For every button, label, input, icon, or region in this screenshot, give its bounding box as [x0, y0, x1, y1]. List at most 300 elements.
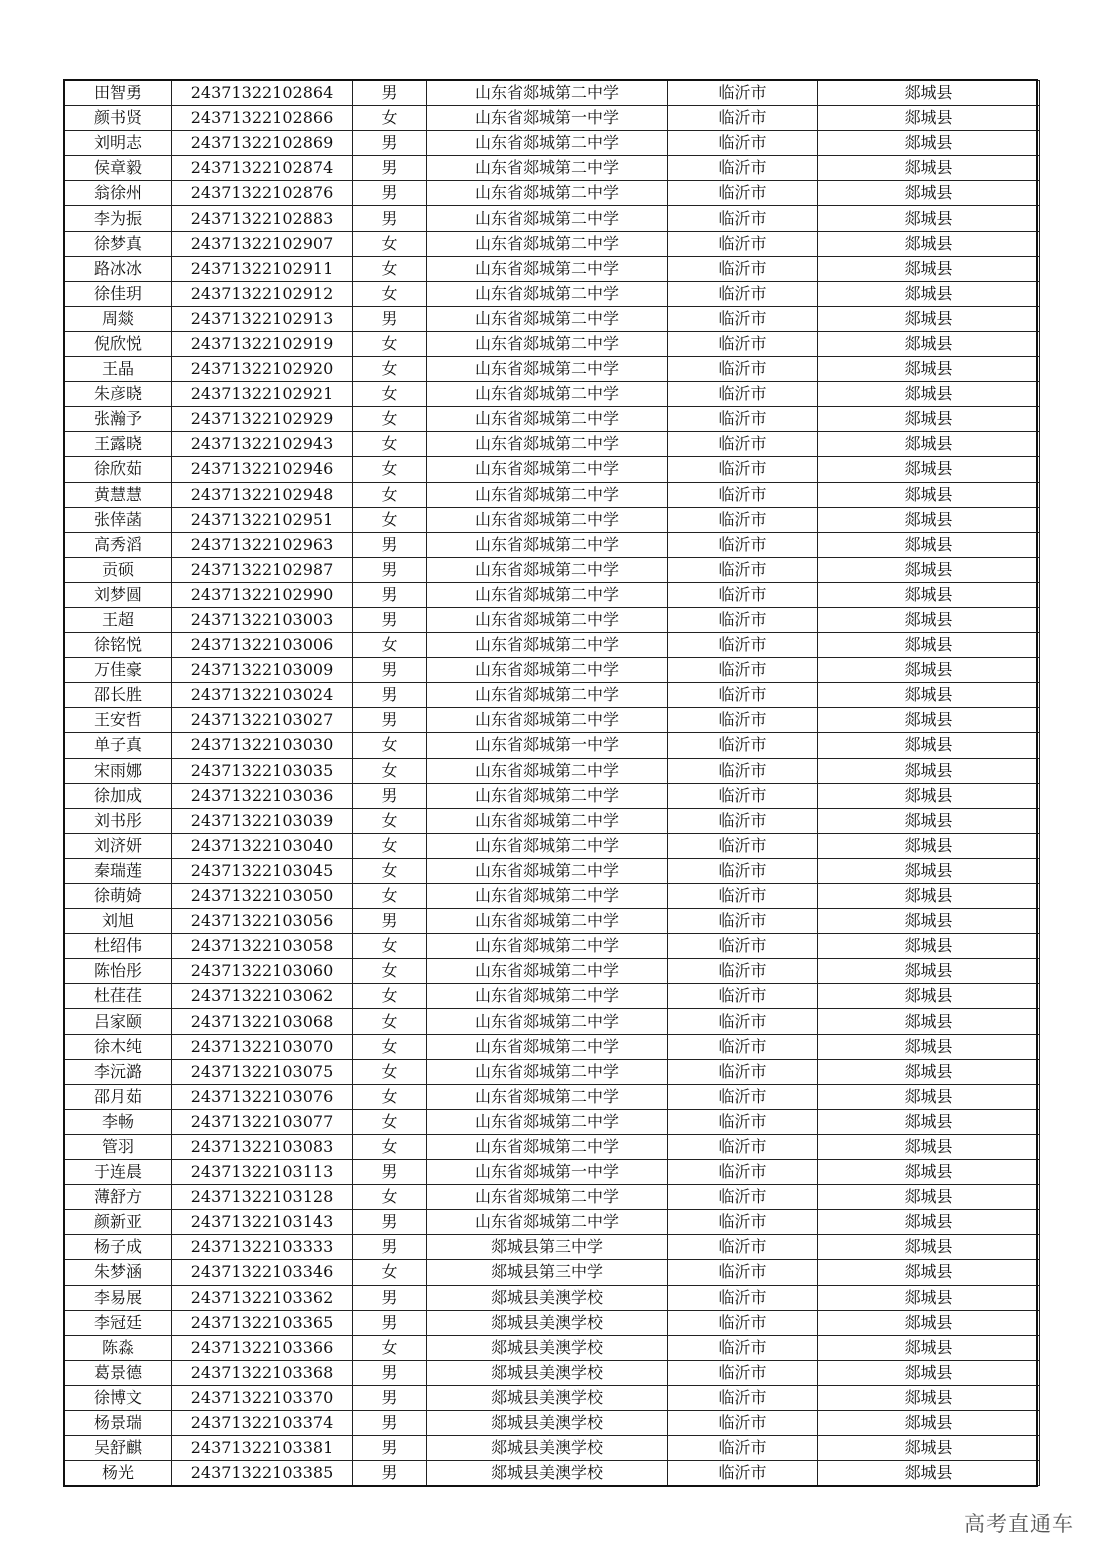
- name-cell: 路冰冰: [65, 256, 172, 281]
- name-cell: 徐铭悦: [65, 633, 172, 658]
- name-cell: 高秀滔: [65, 532, 172, 557]
- county-cell: 郯城县: [818, 1260, 1040, 1285]
- student-roster-table: [64, 80, 1040, 1486]
- name-cell: 李畅: [65, 1109, 172, 1134]
- gender-cell: 女: [353, 1185, 427, 1210]
- county-cell: 郯城县: [818, 833, 1040, 858]
- school-cell: 郯城县美澳学校: [427, 1436, 668, 1461]
- table-row: [65, 683, 1040, 708]
- city-cell: 临沂市: [668, 1160, 818, 1185]
- county-cell: 郯城县: [818, 683, 1040, 708]
- school-cell: 郯城县美澳学校: [427, 1360, 668, 1385]
- table-row: [65, 81, 1040, 106]
- county-cell: 郯城县: [818, 984, 1040, 1009]
- school-cell: 山东省郯城第二中学: [427, 984, 668, 1009]
- table-row: [65, 858, 1040, 883]
- table-row: [65, 1260, 1040, 1285]
- gender-cell: 男: [353, 131, 427, 156]
- county-cell: 郯城县: [818, 1385, 1040, 1410]
- table-row: [65, 1436, 1040, 1461]
- table-row: [65, 1210, 1040, 1235]
- school-cell: 郯城县美澳学校: [427, 1285, 668, 1310]
- gender-cell: 男: [353, 607, 427, 632]
- gender-cell: 男: [353, 1436, 427, 1461]
- city-cell: 临沂市: [668, 1310, 818, 1335]
- city-cell: 临沂市: [668, 1461, 818, 1486]
- exam-id-cell: 24371322102912: [172, 281, 353, 306]
- exam-id-cell: 24371322103030: [172, 733, 353, 758]
- exam-id-cell: 24371322103050: [172, 884, 353, 909]
- table-row: [65, 607, 1040, 632]
- exam-id-cell: 24371322103009: [172, 658, 353, 683]
- school-cell: 山东省郯城第二中学: [427, 156, 668, 181]
- county-cell: 郯城县: [818, 1335, 1040, 1360]
- city-cell: 临沂市: [668, 1385, 818, 1410]
- table-row: [65, 1285, 1040, 1310]
- table-row: [65, 909, 1040, 934]
- city-cell: 临沂市: [668, 1109, 818, 1134]
- gender-cell: 女: [353, 959, 427, 984]
- city-cell: 临沂市: [668, 1285, 818, 1310]
- city-cell: 临沂市: [668, 1185, 818, 1210]
- table-row: [65, 633, 1040, 658]
- school-cell: 山东省郯城第二中学: [427, 1210, 668, 1235]
- school-cell: 郯城县美澳学校: [427, 1335, 668, 1360]
- table-row: [65, 758, 1040, 783]
- city-cell: 临沂市: [668, 909, 818, 934]
- city-cell: 临沂市: [668, 1059, 818, 1084]
- school-cell: 山东省郯城第二中学: [427, 81, 668, 106]
- exam-id-cell: 24371322103058: [172, 934, 353, 959]
- school-cell: 山东省郯城第二中学: [427, 457, 668, 482]
- exam-id-cell: 24371322103385: [172, 1461, 353, 1486]
- table-row: [65, 131, 1040, 156]
- city-cell: 临沂市: [668, 607, 818, 632]
- school-cell: 山东省郯城第二中学: [427, 708, 668, 733]
- exam-id-cell: 24371322103060: [172, 959, 353, 984]
- name-cell: 王露晓: [65, 432, 172, 457]
- city-cell: 临沂市: [668, 432, 818, 457]
- school-cell: 山东省郯城第二中学: [427, 181, 668, 206]
- city-cell: 临沂市: [668, 231, 818, 256]
- name-cell: 杨子成: [65, 1235, 172, 1260]
- school-cell: 山东省郯城第二中学: [427, 633, 668, 658]
- exam-id-cell: 24371322102866: [172, 106, 353, 131]
- city-cell: 临沂市: [668, 131, 818, 156]
- gender-cell: 男: [353, 909, 427, 934]
- name-cell: 葛景德: [65, 1360, 172, 1385]
- exam-id-cell: 24371322103056: [172, 909, 353, 934]
- gender-cell: 男: [353, 1461, 427, 1486]
- school-cell: 山东省郯城第二中学: [427, 1009, 668, 1034]
- exam-id-cell: 24371322102929: [172, 407, 353, 432]
- school-cell: 山东省郯城第一中学: [427, 1160, 668, 1185]
- city-cell: 临沂市: [668, 858, 818, 883]
- city-cell: 临沂市: [668, 1009, 818, 1034]
- county-cell: 郯城县: [818, 1084, 1040, 1109]
- gender-cell: 女: [353, 256, 427, 281]
- exam-id-cell: 24371322103003: [172, 607, 353, 632]
- exam-id-cell: 24371322103083: [172, 1134, 353, 1159]
- exam-id-cell: 24371322103076: [172, 1084, 353, 1109]
- table-row: [65, 1009, 1040, 1034]
- city-cell: 临沂市: [668, 758, 818, 783]
- exam-id-cell: 24371322102874: [172, 156, 353, 181]
- gender-cell: 男: [353, 557, 427, 582]
- name-cell: 杨景瑞: [65, 1410, 172, 1435]
- name-cell: 张倖菡: [65, 507, 172, 532]
- name-cell: 管羽: [65, 1134, 172, 1159]
- school-cell: 山东省郯城第二中学: [427, 482, 668, 507]
- table-row: [65, 532, 1040, 557]
- gender-cell: 女: [353, 1084, 427, 1109]
- school-cell: 山东省郯城第二中学: [427, 808, 668, 833]
- city-cell: 临沂市: [668, 557, 818, 582]
- table-row: [65, 156, 1040, 181]
- exam-id-cell: 24371322103333: [172, 1235, 353, 1260]
- gender-cell: 女: [353, 331, 427, 356]
- table-row: [65, 1235, 1040, 1260]
- exam-id-cell: 24371322103068: [172, 1009, 353, 1034]
- exam-id-cell: 24371322102907: [172, 231, 353, 256]
- city-cell: 临沂市: [668, 783, 818, 808]
- exam-id-cell: 24371322102920: [172, 357, 353, 382]
- exam-id-cell: 24371322103024: [172, 683, 353, 708]
- county-cell: 郯城县: [818, 607, 1040, 632]
- gender-cell: 女: [353, 407, 427, 432]
- county-cell: 郯城县: [818, 131, 1040, 156]
- table-row: [65, 808, 1040, 833]
- name-cell: 吴舒麒: [65, 1436, 172, 1461]
- county-cell: 郯城县: [818, 81, 1040, 106]
- exam-id-cell: 24371322103062: [172, 984, 353, 1009]
- school-cell: 山东省郯城第二中学: [427, 357, 668, 382]
- table-row: [65, 507, 1040, 532]
- school-cell: 山东省郯城第二中学: [427, 281, 668, 306]
- table-row: [65, 1461, 1040, 1486]
- exam-id-cell: 24371322103035: [172, 758, 353, 783]
- exam-id-cell: 24371322102919: [172, 331, 353, 356]
- county-cell: 郯城县: [818, 1310, 1040, 1335]
- city-cell: 临沂市: [668, 1084, 818, 1109]
- name-cell: 徐佳玥: [65, 281, 172, 306]
- name-cell: 徐木纯: [65, 1034, 172, 1059]
- city-cell: 临沂市: [668, 1360, 818, 1385]
- exam-id-cell: 24371322103045: [172, 858, 353, 883]
- school-cell: 山东省郯城第二中学: [427, 858, 668, 883]
- name-cell: 朱梦涵: [65, 1260, 172, 1285]
- county-cell: 郯城县: [818, 1034, 1040, 1059]
- name-cell: 薄舒方: [65, 1185, 172, 1210]
- school-cell: 山东省郯城第二中学: [427, 582, 668, 607]
- name-cell: 邵长胜: [65, 683, 172, 708]
- name-cell: 吕家颐: [65, 1009, 172, 1034]
- city-cell: 临沂市: [668, 1134, 818, 1159]
- county-cell: 郯城县: [818, 407, 1040, 432]
- exam-id-cell: 24371322102946: [172, 457, 353, 482]
- name-cell: 杜荏荏: [65, 984, 172, 1009]
- school-cell: 山东省郯城第二中学: [427, 607, 668, 632]
- gender-cell: 女: [353, 633, 427, 658]
- city-cell: 临沂市: [668, 532, 818, 557]
- name-cell: 徐萌婍: [65, 884, 172, 909]
- table-row: [65, 382, 1040, 407]
- gender-cell: 男: [353, 683, 427, 708]
- city-cell: 临沂市: [668, 407, 818, 432]
- county-cell: 郯城县: [818, 331, 1040, 356]
- table-row: [65, 1335, 1040, 1360]
- county-cell: 郯城县: [818, 1009, 1040, 1034]
- name-cell: 万佳豪: [65, 658, 172, 683]
- county-cell: 郯城县: [818, 934, 1040, 959]
- gender-cell: 女: [353, 507, 427, 532]
- school-cell: 山东省郯城第二中学: [427, 507, 668, 532]
- table-row: [65, 1385, 1040, 1410]
- table-row: [65, 306, 1040, 331]
- school-cell: 山东省郯城第一中学: [427, 733, 668, 758]
- table-row: [65, 457, 1040, 482]
- city-cell: 临沂市: [668, 658, 818, 683]
- city-cell: 临沂市: [668, 1410, 818, 1435]
- exam-id-cell: 24371322103381: [172, 1436, 353, 1461]
- county-cell: 郯城县: [818, 582, 1040, 607]
- county-cell: 郯城县: [818, 106, 1040, 131]
- exam-id-cell: 24371322103128: [172, 1185, 353, 1210]
- gender-cell: 女: [353, 1009, 427, 1034]
- county-cell: 郯城县: [818, 1059, 1040, 1084]
- county-cell: 郯城县: [818, 733, 1040, 758]
- school-cell: 山东省郯城第二中学: [427, 783, 668, 808]
- school-cell: 山东省郯城第二中学: [427, 1084, 668, 1109]
- table-row: [65, 357, 1040, 382]
- school-cell: 郯城县美澳学校: [427, 1461, 668, 1486]
- county-cell: 郯城县: [818, 909, 1040, 934]
- gender-cell: 女: [353, 934, 427, 959]
- gender-cell: 男: [353, 1385, 427, 1410]
- school-cell: 山东省郯城第二中学: [427, 407, 668, 432]
- city-cell: 临沂市: [668, 457, 818, 482]
- city-cell: 临沂市: [668, 1335, 818, 1360]
- exam-id-cell: 24371322103006: [172, 633, 353, 658]
- gender-cell: 女: [353, 1034, 427, 1059]
- county-cell: 郯城县: [818, 532, 1040, 557]
- roster-body: [65, 81, 1040, 1486]
- table-row: [65, 1034, 1040, 1059]
- exam-id-cell: 24371322103070: [172, 1034, 353, 1059]
- gender-cell: 女: [353, 833, 427, 858]
- table-row: [65, 181, 1040, 206]
- name-cell: 侯章毅: [65, 156, 172, 181]
- name-cell: 张瀚予: [65, 407, 172, 432]
- school-cell: 郯城县美澳学校: [427, 1310, 668, 1335]
- name-cell: 刘梦圆: [65, 582, 172, 607]
- name-cell: 徐博文: [65, 1385, 172, 1410]
- county-cell: 郯城县: [818, 1410, 1040, 1435]
- school-cell: 郯城县第三中学: [427, 1260, 668, 1285]
- gender-cell: 男: [353, 708, 427, 733]
- city-cell: 临沂市: [668, 156, 818, 181]
- table-row: [65, 733, 1040, 758]
- name-cell: 翁徐州: [65, 181, 172, 206]
- city-cell: 临沂市: [668, 1034, 818, 1059]
- county-cell: 郯城县: [818, 1160, 1040, 1185]
- county-cell: 郯城县: [818, 1360, 1040, 1385]
- name-cell: 于连晨: [65, 1160, 172, 1185]
- county-cell: 郯城县: [818, 206, 1040, 231]
- table-row: [65, 281, 1040, 306]
- gender-cell: 女: [353, 457, 427, 482]
- name-cell: 刘旭: [65, 909, 172, 934]
- city-cell: 临沂市: [668, 256, 818, 281]
- school-cell: 山东省郯城第二中学: [427, 231, 668, 256]
- gender-cell: 女: [353, 758, 427, 783]
- name-cell: 陈怡彤: [65, 959, 172, 984]
- table-row: [65, 783, 1040, 808]
- city-cell: 临沂市: [668, 281, 818, 306]
- city-cell: 临沂市: [668, 733, 818, 758]
- city-cell: 临沂市: [668, 1436, 818, 1461]
- school-cell: 山东省郯城第二中学: [427, 131, 668, 156]
- table-row: [65, 432, 1040, 457]
- school-cell: 山东省郯城第二中学: [427, 532, 668, 557]
- name-cell: 陈淼: [65, 1335, 172, 1360]
- name-cell: 单子真: [65, 733, 172, 758]
- school-cell: 山东省郯城第二中学: [427, 758, 668, 783]
- name-cell: 朱彦晓: [65, 382, 172, 407]
- name-cell: 李冠廷: [65, 1310, 172, 1335]
- name-cell: 王超: [65, 607, 172, 632]
- county-cell: 郯城县: [818, 482, 1040, 507]
- school-cell: 山东省郯城第二中学: [427, 382, 668, 407]
- county-cell: 郯城县: [818, 783, 1040, 808]
- table-row: [65, 959, 1040, 984]
- table-row: [65, 984, 1040, 1009]
- exam-id-cell: 24371322102911: [172, 256, 353, 281]
- gender-cell: 女: [353, 1335, 427, 1360]
- gender-cell: 女: [353, 432, 427, 457]
- name-cell: 刘济妍: [65, 833, 172, 858]
- city-cell: 临沂市: [668, 1260, 818, 1285]
- table-row: [65, 833, 1040, 858]
- exam-id-cell: 24371322102869: [172, 131, 353, 156]
- county-cell: 郯城县: [818, 231, 1040, 256]
- county-cell: 郯城县: [818, 1134, 1040, 1159]
- city-cell: 临沂市: [668, 306, 818, 331]
- gender-cell: 女: [353, 1109, 427, 1134]
- gender-cell: 男: [353, 181, 427, 206]
- name-cell: 颜书贤: [65, 106, 172, 131]
- table-row: [65, 557, 1040, 582]
- exam-id-cell: 24371322103346: [172, 1260, 353, 1285]
- table-row: [65, 256, 1040, 281]
- exam-id-cell: 24371322102951: [172, 507, 353, 532]
- name-cell: 王安哲: [65, 708, 172, 733]
- city-cell: 临沂市: [668, 357, 818, 382]
- exam-id-cell: 24371322102864: [172, 81, 353, 106]
- gender-cell: 女: [353, 884, 427, 909]
- name-cell: 黄慧慧: [65, 482, 172, 507]
- gender-cell: 男: [353, 1360, 427, 1385]
- table-row: [65, 407, 1040, 432]
- gender-cell: 女: [353, 858, 427, 883]
- gender-cell: 男: [353, 81, 427, 106]
- table-row: [65, 884, 1040, 909]
- county-cell: 郯城县: [818, 1461, 1040, 1486]
- exam-id-cell: 24371322103374: [172, 1410, 353, 1435]
- exam-id-cell: 24371322103370: [172, 1385, 353, 1410]
- gender-cell: 女: [353, 482, 427, 507]
- city-cell: 临沂市: [668, 808, 818, 833]
- county-cell: 郯城县: [818, 1185, 1040, 1210]
- name-cell: 李为振: [65, 206, 172, 231]
- table-row: [65, 1160, 1040, 1185]
- name-cell: 刘明志: [65, 131, 172, 156]
- county-cell: 郯城县: [818, 507, 1040, 532]
- exam-id-cell: 24371322102987: [172, 557, 353, 582]
- school-cell: 山东省郯城第二中学: [427, 256, 668, 281]
- county-cell: 郯城县: [818, 181, 1040, 206]
- county-cell: 郯城县: [818, 658, 1040, 683]
- name-cell: 刘书彤: [65, 808, 172, 833]
- table-row: [65, 1360, 1040, 1385]
- name-cell: 徐加成: [65, 783, 172, 808]
- county-cell: 郯城县: [818, 557, 1040, 582]
- exam-id-cell: 24371322102990: [172, 582, 353, 607]
- table-row: [65, 1410, 1040, 1435]
- county-cell: 郯城县: [818, 959, 1040, 984]
- gender-cell: 女: [353, 281, 427, 306]
- school-cell: 山东省郯城第二中学: [427, 1034, 668, 1059]
- exam-id-cell: 24371322102963: [172, 532, 353, 557]
- school-cell: 山东省郯城第二中学: [427, 658, 668, 683]
- school-cell: 山东省郯城第二中学: [427, 206, 668, 231]
- gender-cell: 男: [353, 1160, 427, 1185]
- gender-cell: 女: [353, 808, 427, 833]
- school-cell: 山东省郯城第二中学: [427, 884, 668, 909]
- county-cell: 郯城县: [818, 256, 1040, 281]
- exam-id-cell: 24371322103366: [172, 1335, 353, 1360]
- gender-cell: 男: [353, 1310, 427, 1335]
- school-cell: 山东省郯城第二中学: [427, 934, 668, 959]
- table-row: [65, 231, 1040, 256]
- city-cell: 临沂市: [668, 507, 818, 532]
- city-cell: 临沂市: [668, 959, 818, 984]
- city-cell: 临沂市: [668, 633, 818, 658]
- county-cell: 郯城县: [818, 1285, 1040, 1310]
- city-cell: 临沂市: [668, 482, 818, 507]
- city-cell: 临沂市: [668, 683, 818, 708]
- name-cell: 田智勇: [65, 81, 172, 106]
- county-cell: 郯城县: [818, 1210, 1040, 1235]
- city-cell: 临沂市: [668, 984, 818, 1009]
- county-cell: 郯城县: [818, 432, 1040, 457]
- gender-cell: 女: [353, 1059, 427, 1084]
- exam-id-cell: 24371322103075: [172, 1059, 353, 1084]
- table-row: [65, 106, 1040, 131]
- city-cell: 临沂市: [668, 106, 818, 131]
- name-cell: 杨光: [65, 1461, 172, 1486]
- exam-id-cell: 24371322102913: [172, 306, 353, 331]
- exam-id-cell: 24371322102921: [172, 382, 353, 407]
- gender-cell: 男: [353, 532, 427, 557]
- gender-cell: 女: [353, 984, 427, 1009]
- gender-cell: 男: [353, 658, 427, 683]
- school-cell: 山东省郯城第二中学: [427, 1109, 668, 1134]
- name-cell: 王晶: [65, 357, 172, 382]
- county-cell: 郯城县: [818, 1235, 1040, 1260]
- name-cell: 李易展: [65, 1285, 172, 1310]
- school-cell: 山东省郯城第二中学: [427, 331, 668, 356]
